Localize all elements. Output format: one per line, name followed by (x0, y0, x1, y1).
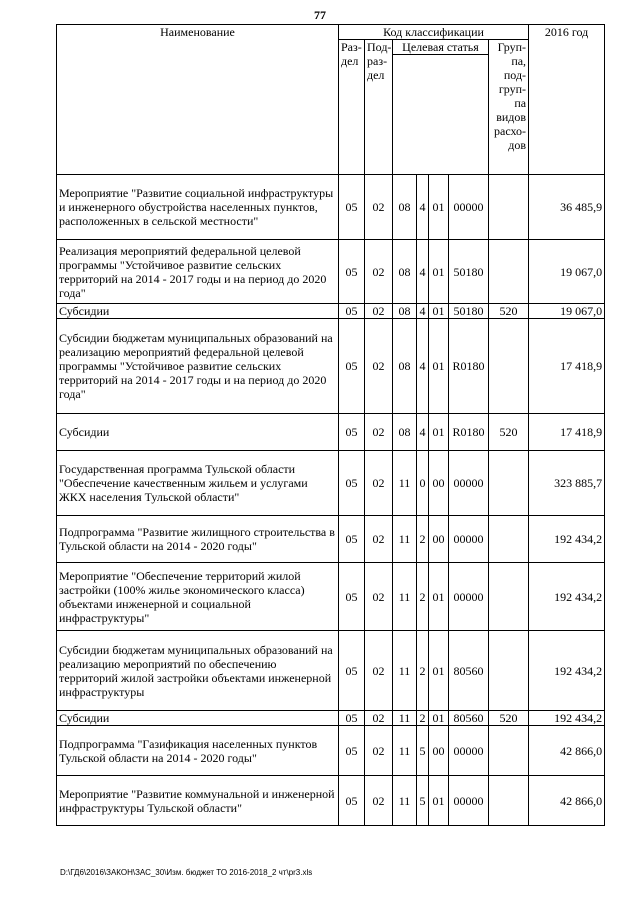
row-razdel: 05 (339, 711, 365, 726)
row-target-program: 11 (393, 563, 417, 631)
row-name: Реализация мероприятий федеральной целевой программы "Устойчивое развитие сельских территорий на 2014 - 2017 годы и на период до 2020 года" (57, 240, 339, 304)
row-podrazdel: 02 (365, 451, 393, 516)
row-amount: 42 866,0 (529, 776, 605, 826)
row-target-event: 00 (429, 726, 449, 776)
row-amount: 17 418,9 (529, 414, 605, 451)
row-target-direction: 80560 (449, 711, 489, 726)
row-target-direction: 00000 (449, 516, 489, 563)
row-target-program: 08 (393, 414, 417, 451)
row-podrazdel: 02 (365, 516, 393, 563)
row-name: Мероприятие "Развитие коммунальной и инженерной инфраструктуры Тульской области" (57, 776, 339, 826)
row-amount: 192 434,2 (529, 631, 605, 711)
row-target-program: 11 (393, 776, 417, 826)
row-target-event: 01 (429, 711, 449, 726)
header-year: 2016 год (529, 25, 605, 175)
header-group: Груп- па, под- груп- па видов расхо- дов (489, 40, 529, 175)
row-target-event: 00 (429, 451, 449, 516)
row-target-direction: R0180 (449, 319, 489, 414)
row-target-direction: R0180 (449, 414, 489, 451)
row-razdel: 05 (339, 516, 365, 563)
row-target-direction: 00000 (449, 451, 489, 516)
row-podrazdel: 02 (365, 175, 393, 240)
row-razdel: 05 (339, 776, 365, 826)
row-razdel: 05 (339, 631, 365, 711)
table-row (57, 414, 605, 451)
row-name: Субсидии (57, 304, 339, 319)
row-name: Мероприятие "Развитие социальной инфраструктуры и инженерного обустройства населенных пунктов, расположенных в сельской местности" (57, 175, 339, 240)
row-podrazdel: 02 (365, 240, 393, 304)
row-target-direction: 00000 (449, 175, 489, 240)
row-expense-type: 520 (489, 304, 529, 319)
table-row (57, 319, 605, 414)
header-target: Целевая статья (393, 40, 489, 55)
row-target-event: 01 (429, 414, 449, 451)
row-razdel: 05 (339, 563, 365, 631)
table-row (57, 304, 605, 319)
row-target-direction: 50180 (449, 304, 489, 319)
row-target-subprogram: 4 (417, 175, 429, 240)
table-row (57, 516, 605, 563)
row-name: Подпрограмма "Развитие жилищного строительства в Тульской области на 2014 - 2020 годы" (57, 516, 339, 563)
row-target-event: 00 (429, 516, 449, 563)
row-target-subprogram: 2 (417, 563, 429, 631)
row-razdel: 05 (339, 319, 365, 414)
row-target-subprogram: 0 (417, 451, 429, 516)
row-name: Подпрограмма "Газификация населенных пунктов Тульской области на 2014 - 2020 годы" (57, 726, 339, 776)
row-target-subprogram: 5 (417, 726, 429, 776)
row-amount: 192 434,2 (529, 563, 605, 631)
row-target-direction: 00000 (449, 726, 489, 776)
table-row (57, 563, 605, 631)
row-podrazdel: 02 (365, 726, 393, 776)
row-expense-type: 520 (489, 414, 529, 451)
row-target-event: 01 (429, 319, 449, 414)
row-name: Мероприятие "Обеспечение территорий жилой застройки (100% жилье экономического класса) объектами инженерной и социальной инфраструктуры" (57, 563, 339, 631)
row-podrazdel: 02 (365, 563, 393, 631)
row-amount: 36 485,9 (529, 175, 605, 240)
row-podrazdel: 02 (365, 414, 393, 451)
row-target-subprogram: 2 (417, 631, 429, 711)
row-amount: 192 434,2 (529, 711, 605, 726)
row-podrazdel: 02 (365, 304, 393, 319)
budget-table (56, 24, 605, 826)
table-row (57, 711, 605, 726)
row-name: Субсидии бюджетам муниципальных образований на реализацию мероприятий по обеспечению территорий жилой застройки объектами инженерной инфраструктуры (57, 631, 339, 711)
row-amount: 19 067,0 (529, 304, 605, 319)
header-code-group: Код классификации (339, 25, 529, 40)
row-podrazdel: 02 (365, 711, 393, 726)
row-expense-type (489, 240, 529, 304)
row-target-direction: 80560 (449, 631, 489, 711)
row-target-event: 01 (429, 563, 449, 631)
row-razdel: 05 (339, 240, 365, 304)
row-podrazdel: 02 (365, 319, 393, 414)
row-razdel: 05 (339, 726, 365, 776)
table-row (57, 776, 605, 826)
row-razdel: 05 (339, 304, 365, 319)
row-target-direction: 00000 (449, 776, 489, 826)
row-expense-type (489, 175, 529, 240)
row-amount: 42 866,0 (529, 726, 605, 776)
row-expense-type (489, 631, 529, 711)
row-expense-type: 520 (489, 711, 529, 726)
row-target-program: 08 (393, 240, 417, 304)
row-target-program: 08 (393, 175, 417, 240)
row-target-program: 08 (393, 319, 417, 414)
row-amount: 19 067,0 (529, 240, 605, 304)
row-expense-type (489, 516, 529, 563)
row-target-event: 01 (429, 304, 449, 319)
row-razdel: 05 (339, 175, 365, 240)
row-target-subprogram: 2 (417, 516, 429, 563)
row-podrazdel: 02 (365, 776, 393, 826)
header-name: Наименование (57, 25, 339, 175)
row-target-direction: 50180 (449, 240, 489, 304)
row-amount: 192 434,2 (529, 516, 605, 563)
row-target-direction: 00000 (449, 563, 489, 631)
row-target-program: 11 (393, 726, 417, 776)
header-razdel: Раз- дел (339, 40, 365, 175)
row-amount: 17 418,9 (529, 319, 605, 414)
row-name: Субсидии (57, 414, 339, 451)
table-row (57, 726, 605, 776)
page-number: 77 (314, 8, 326, 22)
row-target-event: 01 (429, 240, 449, 304)
row-name: Субсидии бюджетам муниципальных образований на реализацию мероприятий федеральной целевой программы "Устойчивое развитие сельских территорий на 2014 - 2017 годы и на период до 2020 года" (57, 319, 339, 414)
row-target-event: 01 (429, 631, 449, 711)
table-row (57, 451, 605, 516)
header-target-space (393, 55, 489, 175)
row-target-subprogram: 4 (417, 319, 429, 414)
row-razdel: 05 (339, 414, 365, 451)
file-path-footer: D:\ГД6\2016\ЗАКОН\ЗАС_30\Изм. бюджет ТО 2016-2018_2 чт\pr3.xls (60, 868, 313, 877)
row-amount: 323 885,7 (529, 451, 605, 516)
header-podrazdel: Под- раз- дел (365, 40, 393, 175)
row-podrazdel: 02 (365, 631, 393, 711)
row-name: Государственная программа Тульской области "Обеспечение качественным жильем и услугами ЖКХ населения Тульской области" (57, 451, 339, 516)
row-target-program: 08 (393, 304, 417, 319)
table-row (57, 240, 605, 304)
row-name: Субсидии (57, 711, 339, 726)
row-target-subprogram: 4 (417, 414, 429, 451)
row-target-subprogram: 4 (417, 240, 429, 304)
row-target-subprogram: 4 (417, 304, 429, 319)
row-target-program: 11 (393, 451, 417, 516)
table-row (57, 175, 605, 240)
row-expense-type (489, 451, 529, 516)
row-target-program: 11 (393, 516, 417, 563)
row-expense-type (489, 563, 529, 631)
row-target-program: 11 (393, 631, 417, 711)
row-razdel: 05 (339, 451, 365, 516)
row-expense-type (489, 726, 529, 776)
row-target-subprogram: 5 (417, 776, 429, 826)
row-target-event: 01 (429, 776, 449, 826)
row-expense-type (489, 319, 529, 414)
row-target-program: 11 (393, 711, 417, 726)
row-target-event: 01 (429, 175, 449, 240)
row-target-subprogram: 2 (417, 711, 429, 726)
row-expense-type (489, 776, 529, 826)
table-row (57, 631, 605, 711)
